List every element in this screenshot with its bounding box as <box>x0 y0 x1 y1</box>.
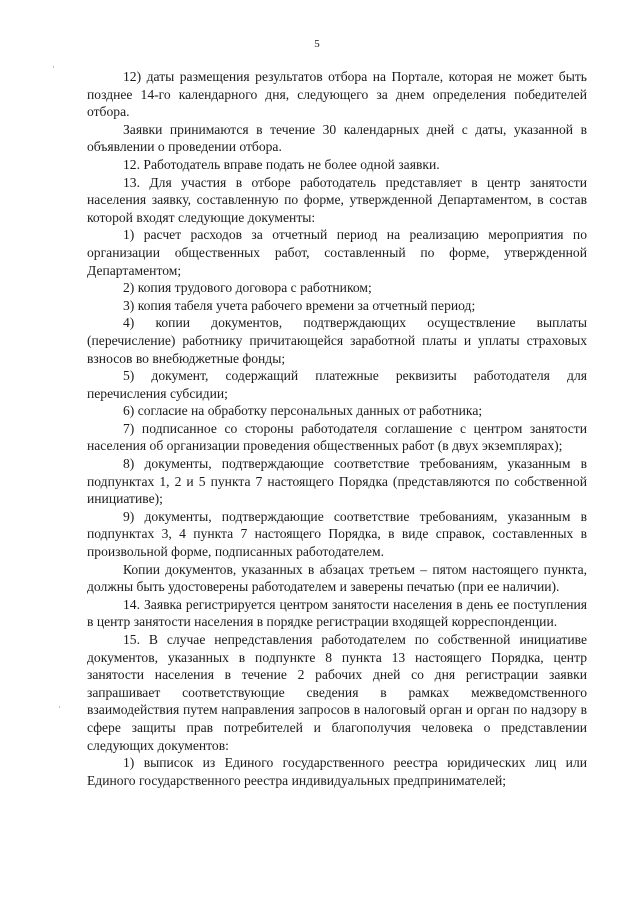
paragraph-doc-5: 5) документ, содержащий платежные реквизиты работодателя для перечисления субсидии; <box>87 368 587 401</box>
scan-speck: · <box>52 62 55 72</box>
paragraph-doc-1: 1) расчет расходов за отчетный период на реализацию мероприятия по организации общественных работ, составленный по форме, утвержденной Департаментом; <box>87 227 587 278</box>
paragraph-clause-12: 12. Работодатель вправе подать не более одной заявки. <box>123 156 440 172</box>
paragraph-doc-9: 9) документы, подтверждающие соответствие требованиям, указанным в подпунктах 3, 4 пункта 7 настоящего Порядка, в виде справок, составленных в произвольной форме, подписанных работодателем. <box>87 508 587 560</box>
page-number: 5 <box>314 38 320 50</box>
paragraph-clause-14: 14. Заявка регистрируется центром занятости населения в день ее поступления в центр занятости населения в порядке регистрации входящей корреспонденции. <box>87 596 587 630</box>
paragraph-doc-8: 8) документы, подтверждающие соответствие требованиям, указанным в подпунктах 1, 2 и 5 пункта 7 настоящего Порядка (представляются по собственной инициативе); <box>87 456 587 507</box>
document-body <box>87 68 587 789</box>
paragraph-clause-15: 15. В случае непредставления работодателем по собственной инициативе документов, указанных в подпункте 8 пункта 13 настоящего Порядка, центр занятости населения в течение 2 рабочих дней со дня регистрации заявки запрашивает соответствующие сведения в рамках межведомственного взаимодействия путем направления запросов в налоговый орган и орган по надзору в сфере защиты прав потребителей и благополучия человека о представлении следующих документов: <box>87 632 587 753</box>
paragraph-item-12-dates: 12) даты размещения результатов отбора на Портале, которая не может быть позднее 14-го календарного дня, следующего за днем определения победителей отбора. <box>87 69 587 120</box>
paragraph-extract-1: 1) выписок из Единого государственного реестра юридических лиц или Единого государственного реестра индивидуальных предпринимателей; <box>87 755 587 788</box>
paragraph-doc-7: 7) подписанное со стороны работодателя соглашение с центром занятости населения об организации проведения общественных работ (в двух экземплярах); <box>87 420 587 454</box>
paragraph-doc-3: 3) копия табеля учета рабочего времени за отчетный период; <box>123 297 476 313</box>
paragraph-doc-6: 6) согласие на обработку персональных данных от работника; <box>123 403 483 419</box>
scan-speck: · <box>58 702 61 712</box>
paragraph-clause-13: 13. Для участия в отборе работодатель представляет в центр занятости населения заявку, составленную по форме, утвержденной Департаментом, в состав которой входят следующие документы: <box>87 174 587 225</box>
paragraph-doc-4: 4) копии документов, подтверждающих осуществление выплаты (перечисление) работнику причитающейся заработной платы и уплаты страховых взносов во внебюджетные фонды; <box>87 315 587 366</box>
paragraph-copies-certified: Копии документов, указанных в абзацах третьем – пятом настоящего пункта, должны быть удостоверены работодателем и заверены печатью (при ее наличии). <box>87 561 587 595</box>
paragraph-doc-2: 2) копия трудового договора с работником; <box>123 280 372 296</box>
paragraph-applications-accepted: Заявки принимаются в течение 30 календарных дней с даты, указанной в объявлении о проведении отбора. <box>87 121 587 155</box>
